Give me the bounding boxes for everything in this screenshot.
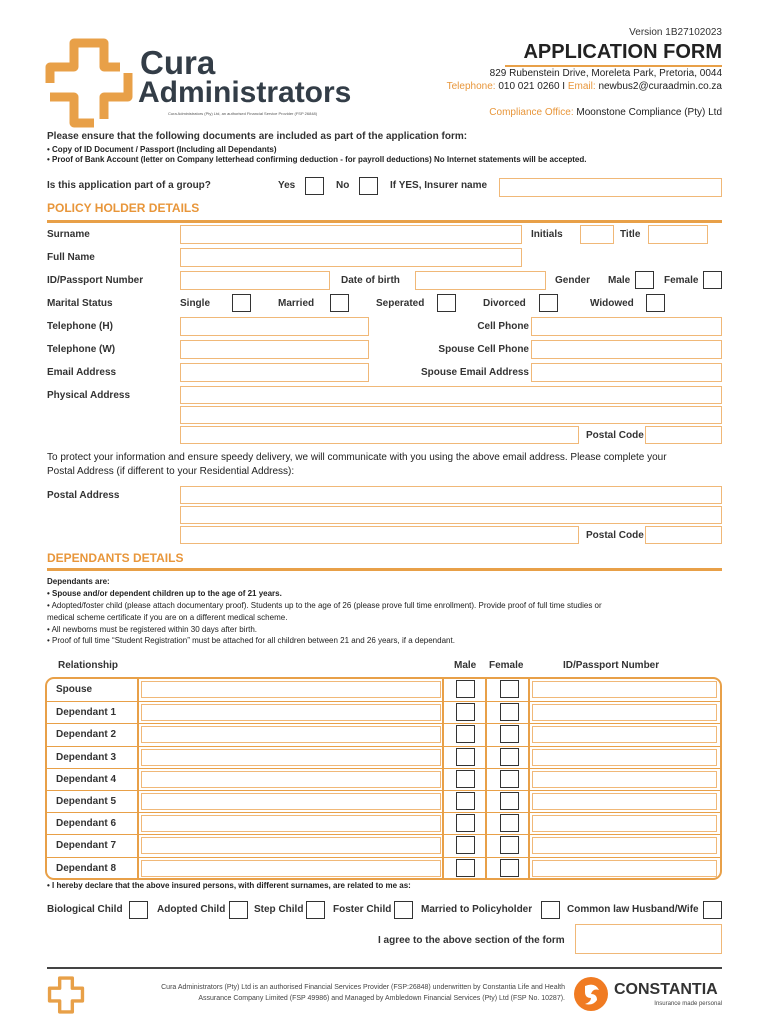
footer-line-2: Assurance Company Limited (FSP 49986) and Managed by Ambledown Financial Services (Pty) Ltd (FSP No. 10287). [198,995,565,1002]
tel-h-label: Telephone (H) [47,321,113,332]
initials-label: Initials [531,229,563,240]
column-divider [528,724,530,745]
postal-code-2-label: Postal Code [586,530,644,541]
dependant-name-input[interactable] [141,704,441,721]
column-divider [137,679,139,701]
column-divider [485,858,487,879]
relation-option-label: Adopted Child [157,904,226,915]
dependant-relationship: Dependant 8 [56,862,117,874]
notice-line-2: Postal Address (if different to your Residential Address): [47,466,295,477]
constantia-tagline: Insurance made personal [654,1001,722,1007]
column-divider [442,858,444,879]
dependant-name-input[interactable] [141,815,441,832]
policy-rule [47,220,722,223]
contact-line [447,81,722,92]
physical-label: Physical Address [47,390,131,401]
column-divider [485,702,487,723]
dependant-relationship: Dependant 4 [56,773,117,785]
column-divider [485,747,487,768]
single-checkbox[interactable] [232,294,251,312]
dependant-row [47,679,720,701]
postal-code-input[interactable] [645,426,722,444]
dependant-name-input[interactable] [141,771,441,788]
relation-option-checkbox[interactable] [541,901,560,919]
dependant-row [47,790,720,812]
constantia-name: CONSTANTIA [614,981,718,998]
dependant-name-input[interactable] [141,837,441,854]
postal-code-label: Postal Code [586,430,644,441]
dependant-female-checkbox[interactable] [500,814,519,832]
tel-w-label: Telephone (W) [47,344,116,355]
dependant-male-checkbox[interactable] [456,680,475,698]
female-label: Female [664,275,699,286]
female-checkbox[interactable] [703,271,722,289]
dependant-female-checkbox[interactable] [500,703,519,721]
agree-label: I agree to the above section of the form [378,935,565,946]
column-divider [485,813,487,834]
dependant-name-input[interactable] [141,681,441,698]
email: newbus2@curaadmin.co.za [598,81,722,92]
constantia-logo-icon [573,976,609,1012]
title-label: Title [620,229,641,240]
postal-input-3[interactable] [180,526,579,544]
dependant-relationship: Dependant 3 [56,751,117,763]
spouse-cell-label: Spouse Cell Phone [438,344,529,355]
column-divider [442,747,444,768]
dependant-id-input[interactable] [532,837,717,854]
gender-label: Gender [555,275,591,286]
title-input[interactable] [648,225,708,244]
dependant-id-input[interactable] [532,793,717,810]
column-divider [528,835,530,856]
relation-option-label: Married to Policyholder [421,904,533,915]
dependant-male-checkbox[interactable] [456,725,475,743]
dependant-female-checkbox[interactable] [500,859,519,877]
column-divider [137,724,139,745]
dependant-relationship: Dependant 5 [56,796,117,807]
postal-input-2[interactable] [180,506,722,524]
column-divider [137,747,139,768]
policy-heading: POLICY HOLDER DETAILS [47,201,200,215]
email-input[interactable] [180,363,369,382]
column-divider [137,791,139,812]
cura-footer-logo-icon [47,975,85,1015]
column-divider [485,724,487,745]
dob-input[interactable] [415,271,546,290]
widowed-checkbox[interactable] [646,294,665,312]
tel-label: Telephone: [446,81,496,92]
email-label: Email: [567,81,596,92]
column-divider [528,813,530,834]
dependant-id-input[interactable] [532,726,717,743]
dependant-row [47,768,720,790]
relation-option-label: Step Child [254,904,304,915]
relation-option-checkbox[interactable] [394,901,413,919]
dependant-female-checkbox[interactable] [500,792,519,810]
postal-input-1[interactable] [180,486,722,504]
column-divider [442,835,444,856]
column-divider [485,835,487,856]
id-input[interactable] [180,271,330,290]
dependant-id-input[interactable] [532,749,717,766]
intro-bullet-1: • Copy of ID Document / Passport (Including all Dependants) [47,145,277,154]
column-divider [528,702,530,723]
single-label: Single [180,298,211,309]
dependants-rule [47,568,722,571]
relation-option-checkbox[interactable] [229,901,248,919]
cura-cross-logo-icon [44,37,134,129]
relation-option-label: Biological Child [47,904,123,915]
dependant-male-checkbox[interactable] [456,770,475,788]
physical-input-1[interactable] [180,386,722,404]
surname-input[interactable] [180,225,522,244]
column-divider [485,679,487,701]
logo-line1: Cura [140,44,216,81]
full-name-input[interactable] [180,248,522,267]
dependant-female-checkbox[interactable] [500,770,519,788]
dependant-row [47,746,720,768]
relation-option-label: Foster Child [333,904,392,915]
cell-label: Cell Phone [477,321,529,332]
dependant-name-input[interactable] [141,860,441,877]
column-divider [442,813,444,834]
footer-rule [47,967,722,969]
compliance-line [489,107,722,118]
column-divider [528,747,530,768]
dependants-bullet-2: • Adopted/foster child (please attach documentary proof). Students up to the age of 26 (please prove full time enrollment). Provide proof of full time studies or [47,601,602,610]
col-relationship: Relationship [58,660,119,671]
dependant-male-checkbox[interactable] [456,859,475,877]
physical-input-2[interactable] [180,406,722,424]
dependant-id-input[interactable] [532,815,717,832]
dependant-female-checkbox[interactable] [500,680,519,698]
dependant-relationship: Dependant 6 [56,818,117,830]
dependants-bullet-2b: medical scheme certificate if you are on a different medical scheme. [47,613,288,622]
physical-input-3[interactable] [180,426,579,444]
dependant-id-input[interactable] [532,704,717,721]
initials-input[interactable] [580,225,614,244]
dependant-id-input[interactable] [532,681,717,698]
divorced-checkbox[interactable] [539,294,558,312]
full-name-label: Full Name [47,252,95,263]
surname-label: Surname [47,229,90,240]
dependant-male-checkbox[interactable] [456,792,475,810]
column-divider [137,858,139,879]
dependant-relationship: Dependant 2 [56,729,117,741]
dependant-row [47,812,720,834]
form-title: APPLICATION FORM [523,41,722,63]
dependant-row [47,723,720,745]
group-yes-label: Yes [278,180,296,191]
id-label: ID/Passport Number [47,275,144,286]
logo-line2: Administrators [138,76,352,109]
group-no-checkbox[interactable] [359,177,378,195]
column-divider [528,679,530,701]
dependant-name-input[interactable] [141,749,441,766]
dependant-female-checkbox[interactable] [500,836,519,854]
male-checkbox[interactable] [635,271,654,289]
column-divider [137,769,139,790]
dependant-male-checkbox[interactable] [456,748,475,766]
spouse-cell-input[interactable] [531,340,722,359]
insurer-input[interactable] [499,178,722,197]
dependants-are: Dependants are: [47,577,110,586]
column-divider [528,791,530,812]
dependant-relationship: Spouse [56,684,93,695]
version: Version 1B27102023 [629,27,722,38]
insurer-label: If YES, Insurer name [390,180,488,191]
dependant-female-checkbox[interactable] [500,725,519,743]
married-label: Married [278,298,315,309]
column-divider [442,679,444,701]
widowed-label: Widowed [590,298,634,309]
tel-w-input[interactable] [180,340,369,359]
spouse-email-input[interactable] [531,363,722,382]
dependant-row [47,834,720,856]
dependant-male-checkbox[interactable] [456,814,475,832]
dependant-male-checkbox[interactable] [456,703,475,721]
group-question: Is this application part of a group? [47,180,211,191]
cell-input[interactable] [531,317,722,336]
col-id: ID/Passport Number [563,660,660,671]
intro-heading: Please ensure that the following documents are included as part of the application form: [47,131,468,142]
dependants-bullet-3: • All newborns must be registered within 30 days after birth. [47,625,258,634]
dependant-relationship: Dependant 1 [56,707,117,719]
dependant-name-input[interactable] [141,726,441,743]
agree-signature-input[interactable] [575,924,722,954]
dependant-name-input[interactable] [141,793,441,810]
column-divider [137,835,139,856]
male-label: Male [608,275,631,286]
intro-bullet-2: • Proof of Bank Account (letter on Company letterhead confirming deduction - for payroll deductions) No Internet statements will be accepted. [47,155,587,164]
relation-option-checkbox[interactable] [703,901,722,919]
dependants-bullet-1: • Spouse and/or dependent children up to the age of 21 years. [47,589,282,598]
column-divider [442,769,444,790]
col-female: Female [489,660,524,671]
dependant-relationship: Dependant 7 [56,840,117,852]
column-divider [528,858,530,879]
column-divider [485,769,487,790]
col-male: Male [454,660,477,671]
dependant-row [47,857,720,879]
group-yes-checkbox[interactable] [305,177,324,195]
dependant-male-checkbox[interactable] [456,836,475,854]
dependants-heading: DEPENDANTS DETAILS [47,551,184,565]
relation-option-label: Common law Husband/Wife [567,904,699,915]
dependant-female-checkbox[interactable] [500,748,519,766]
column-divider [528,769,530,790]
column-divider [442,702,444,723]
title-underline [505,65,722,67]
postal-label: Postal Address [47,490,120,501]
compliance-label: Compliance Office: [489,107,574,118]
column-divider [442,791,444,812]
group-no-label: No [336,180,350,191]
footer-line-1: Cura Administrators (Pty) Ltd is an authorised Financial Services Provider (FSP:26848) underwritten by Constantia Life and Health [161,984,565,991]
divorced-label: Divorced [483,298,526,309]
declaration-text: • I hereby declare that the above insured persons, with different surnames, are related to me as: [47,881,411,890]
compliance: Moonstone Compliance (Pty) Ltd [576,107,722,118]
relation-option-checkbox[interactable] [306,901,325,919]
separated-checkbox[interactable] [437,294,456,312]
tel-h-input[interactable] [180,317,369,336]
column-divider [137,702,139,723]
dependants-bullet-4: • Proof of full time “Student Registration” must be attached for all children between 21 and 26 years, if a dependant. [47,636,455,645]
spouse-email-label: Spouse Email Address [421,367,529,378]
address: 829 Rubenstein Drive, Moreleta Park, Pretoria, 0044 [489,68,722,79]
dependant-id-input[interactable] [532,860,717,877]
postal-code-2-input[interactable] [645,526,722,544]
tel: 010 021 0260 I [498,81,566,92]
column-divider [442,724,444,745]
email-label: Email Address [47,367,117,378]
notice-line-1: To protect your information and ensure speedy delivery, we will communicate with you using the above email address. Please complete your [47,452,667,463]
marital-label: Marital Status [47,298,113,309]
logo-tagline: Cura Administrators (Pty) Ltd, an authorised Financial Service Provider (FSP 26848) [168,111,318,116]
relation-option-checkbox[interactable] [129,901,148,919]
dob-label: Date of birth [341,275,400,286]
column-divider [137,813,139,834]
dependant-id-input[interactable] [532,771,717,788]
married-checkbox[interactable] [330,294,349,312]
dependants-table [45,677,722,880]
separated-label: Seperated [376,298,425,309]
dependant-row [47,701,720,723]
column-divider [485,791,487,812]
